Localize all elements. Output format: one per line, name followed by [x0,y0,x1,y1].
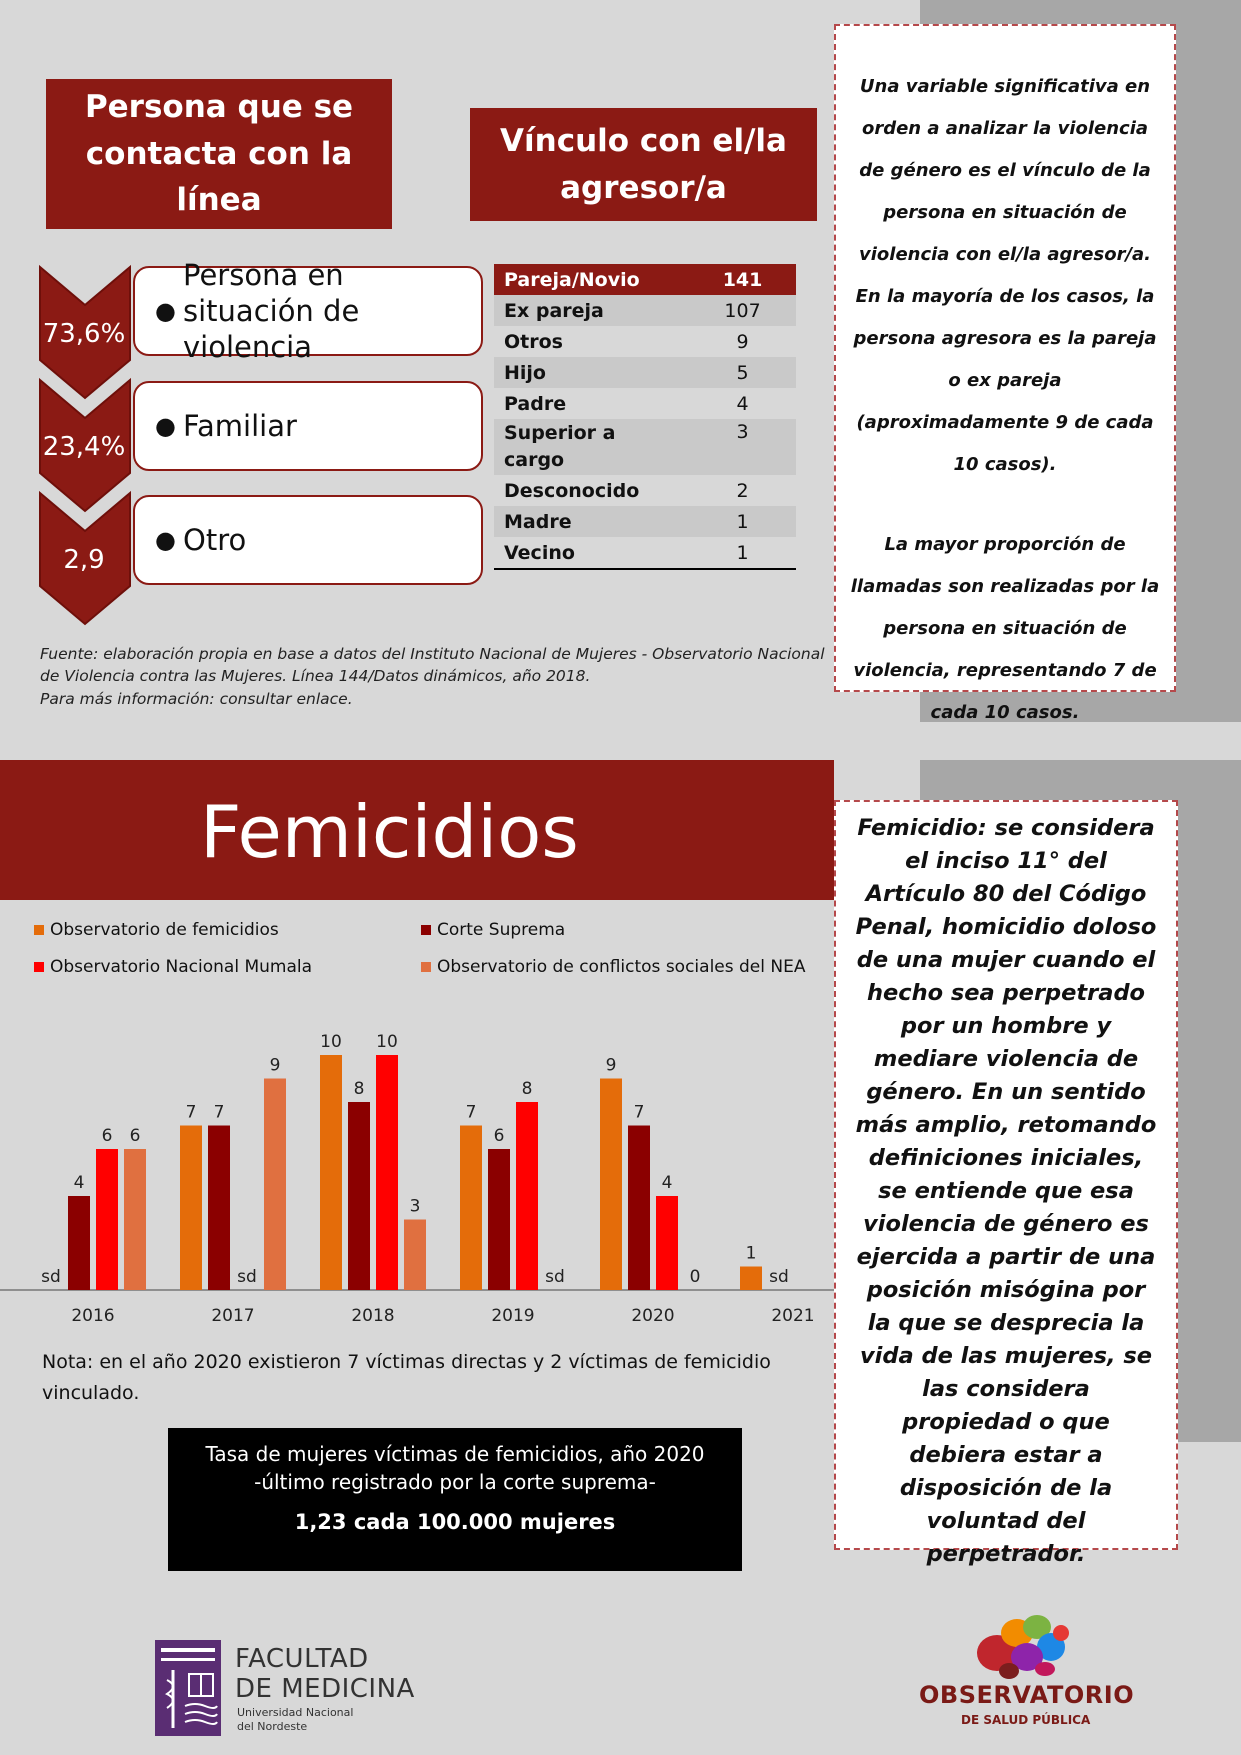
bullet-icon: ● [155,526,176,554]
definition-box: Femicidio: se considera el inciso 11° del Artículo 80 del Código Penal, homicidio doloso de una mujer cuando el hecho sea perpetrado por un hombre y mediare violencia de género. En un sentido más amplio, retomando definiciones iniciales, se entiende que esa violencia de género es ejercida a partir de una posición misógina por la que se desprecia la vida de las mujeres, se las considera propiedad o que debiera estar a disposición de la voluntad del perpetrador. [834,800,1178,1550]
bar [208,1126,230,1291]
table-row: Padre 4 [504,392,749,415]
data-label: 8 [353,1079,365,1099]
pct-1: 73,6% [42,319,126,349]
femicidios-chart [0,1032,834,1330]
observatorio-brain-icon [961,1605,1081,1685]
data-label: 4 [73,1173,85,1193]
data-label: 10 [320,1032,342,1052]
chart-legend [34,920,814,990]
legend-swatch [421,925,431,935]
vinculo-table-wrap [494,264,796,570]
legend-swatch [34,962,44,972]
data-label: 7 [465,1102,477,1123]
bar [404,1220,426,1291]
bar [96,1149,118,1290]
contact-item-1: ● Persona en situación de violencia [133,266,483,356]
table-row: Pareja/Novio 141 [494,264,796,295]
bar [600,1079,622,1291]
table-row: Hijo 5 [494,357,796,388]
facultad-emblem-icon [155,1640,221,1736]
data-label: 7 [185,1102,197,1123]
bullet-icon: ● [155,412,176,440]
note-box-vinculo: Una variable significativa en orden a analizar la violencia de género es el vínculo de la persona en situación de violencia con el/la agresor/a. En la mayoría de los casos, la persona agresora es la pareja o ex pareja (aproximadamente 9 de cada 10 casos). La mayor proporción de llamadas son realizadas por la persona en situación de violencia, representando 7 de cada 10 casos. [834,24,1176,692]
facultad-line2: DE MEDICINA [235,1674,415,1704]
femicidios-title: Femicidios [200,790,579,874]
data-label: sd [41,1267,61,1287]
data-label: 10 [376,1032,398,1052]
bar [348,1102,370,1290]
vinculo-table [494,264,796,570]
data-label: sd [237,1267,257,1287]
observatorio-line1: OBSERVATORIO [919,1681,1135,1709]
data-label: 6 [129,1126,141,1146]
contact-item-3: ● Otro [133,495,483,585]
table-row: Madre 1 [494,506,796,537]
vinculo-title: Vínculo con el/la agresor/a [470,108,817,221]
data-label: 7 [633,1102,645,1123]
table-row: Ex pareja 107 [494,295,796,326]
data-label: 7 [213,1102,225,1123]
data-label: 8 [521,1079,533,1099]
x-tick-label: 2018 [351,1306,395,1326]
legend-swatch [421,962,431,972]
bar [488,1149,510,1290]
bar [264,1079,286,1291]
bar [460,1126,482,1291]
bar [68,1196,90,1290]
facultad-line3: Universidad Nacional [237,1706,354,1719]
x-tick-label: 2021 [771,1306,815,1326]
pct-3: 2,9 [63,545,105,575]
data-label: 3 [409,1196,421,1217]
data-label: sd [769,1267,789,1287]
x-tick-label: 2016 [71,1306,115,1326]
contact-item-2: ● Familiar [133,381,483,471]
table-row: Desconocido 2 [504,479,749,502]
legend-item: Observatorio Nacional Mumala [34,957,312,977]
bar [656,1196,678,1290]
data-label: 1 [745,1243,757,1264]
tasa-box: Tasa de mujeres víctimas de femicidios, año 2020 -último registrado por la corte suprema- 1,23 cada 100.000 mujeres [168,1428,742,1571]
table-row: Otros 9 [504,330,749,353]
chart-note: Nota: en el año 2020 existieron 7 víctimas directas y 2 víctimas de femicidio vinculado. [42,1351,771,1404]
observatorio-line2: DE SALUD PÚBLICA [961,1713,1091,1727]
data-label: 0 [689,1267,701,1287]
bar [516,1102,538,1290]
facultad-line1: FACULTAD [235,1644,369,1674]
x-tick-label: 2019 [491,1306,535,1326]
table-row: Superior a cargo 3 [494,419,796,475]
legend-item: Observatorio de conflictos sociales del NEA [421,957,805,977]
bullet-icon: ● [155,297,176,325]
observatorio-logo [905,1605,1205,1735]
legend-item: Corte Suprema [421,920,565,940]
bar [124,1149,146,1290]
table-row: Vecino 1 [494,537,796,569]
x-tick-label: 2020 [631,1306,675,1326]
bar [628,1126,650,1291]
bar [320,1055,342,1290]
data-label: 6 [101,1126,113,1146]
legend-item: Observatorio de femicidios [34,920,279,940]
contact-list [38,257,488,605]
data-label: 6 [493,1126,505,1146]
data-label: sd [545,1267,565,1287]
facultad-line4: del Nordeste [237,1720,308,1733]
legend-swatch [34,925,44,935]
contact-title: Persona que se contacta con la línea [46,79,392,229]
x-tick-label: 2017 [211,1306,255,1326]
bar [376,1055,398,1290]
data-label: 9 [269,1055,281,1076]
data-label: 4 [661,1173,673,1193]
bar [180,1126,202,1291]
facultad-medicina-logo [155,1640,455,1736]
pct-2: 23,4% [42,432,126,462]
source-note: Fuente: elaboración propia en base a datos del Instituto Nacional de Mujeres - Observatorio Nacional de Violencia contra las Mujeres. Línea 144/Datos dinámicos, año 2018. Para más información: consultar enlace. [40,645,825,708]
bar [740,1267,762,1291]
data-label: 9 [605,1055,617,1076]
